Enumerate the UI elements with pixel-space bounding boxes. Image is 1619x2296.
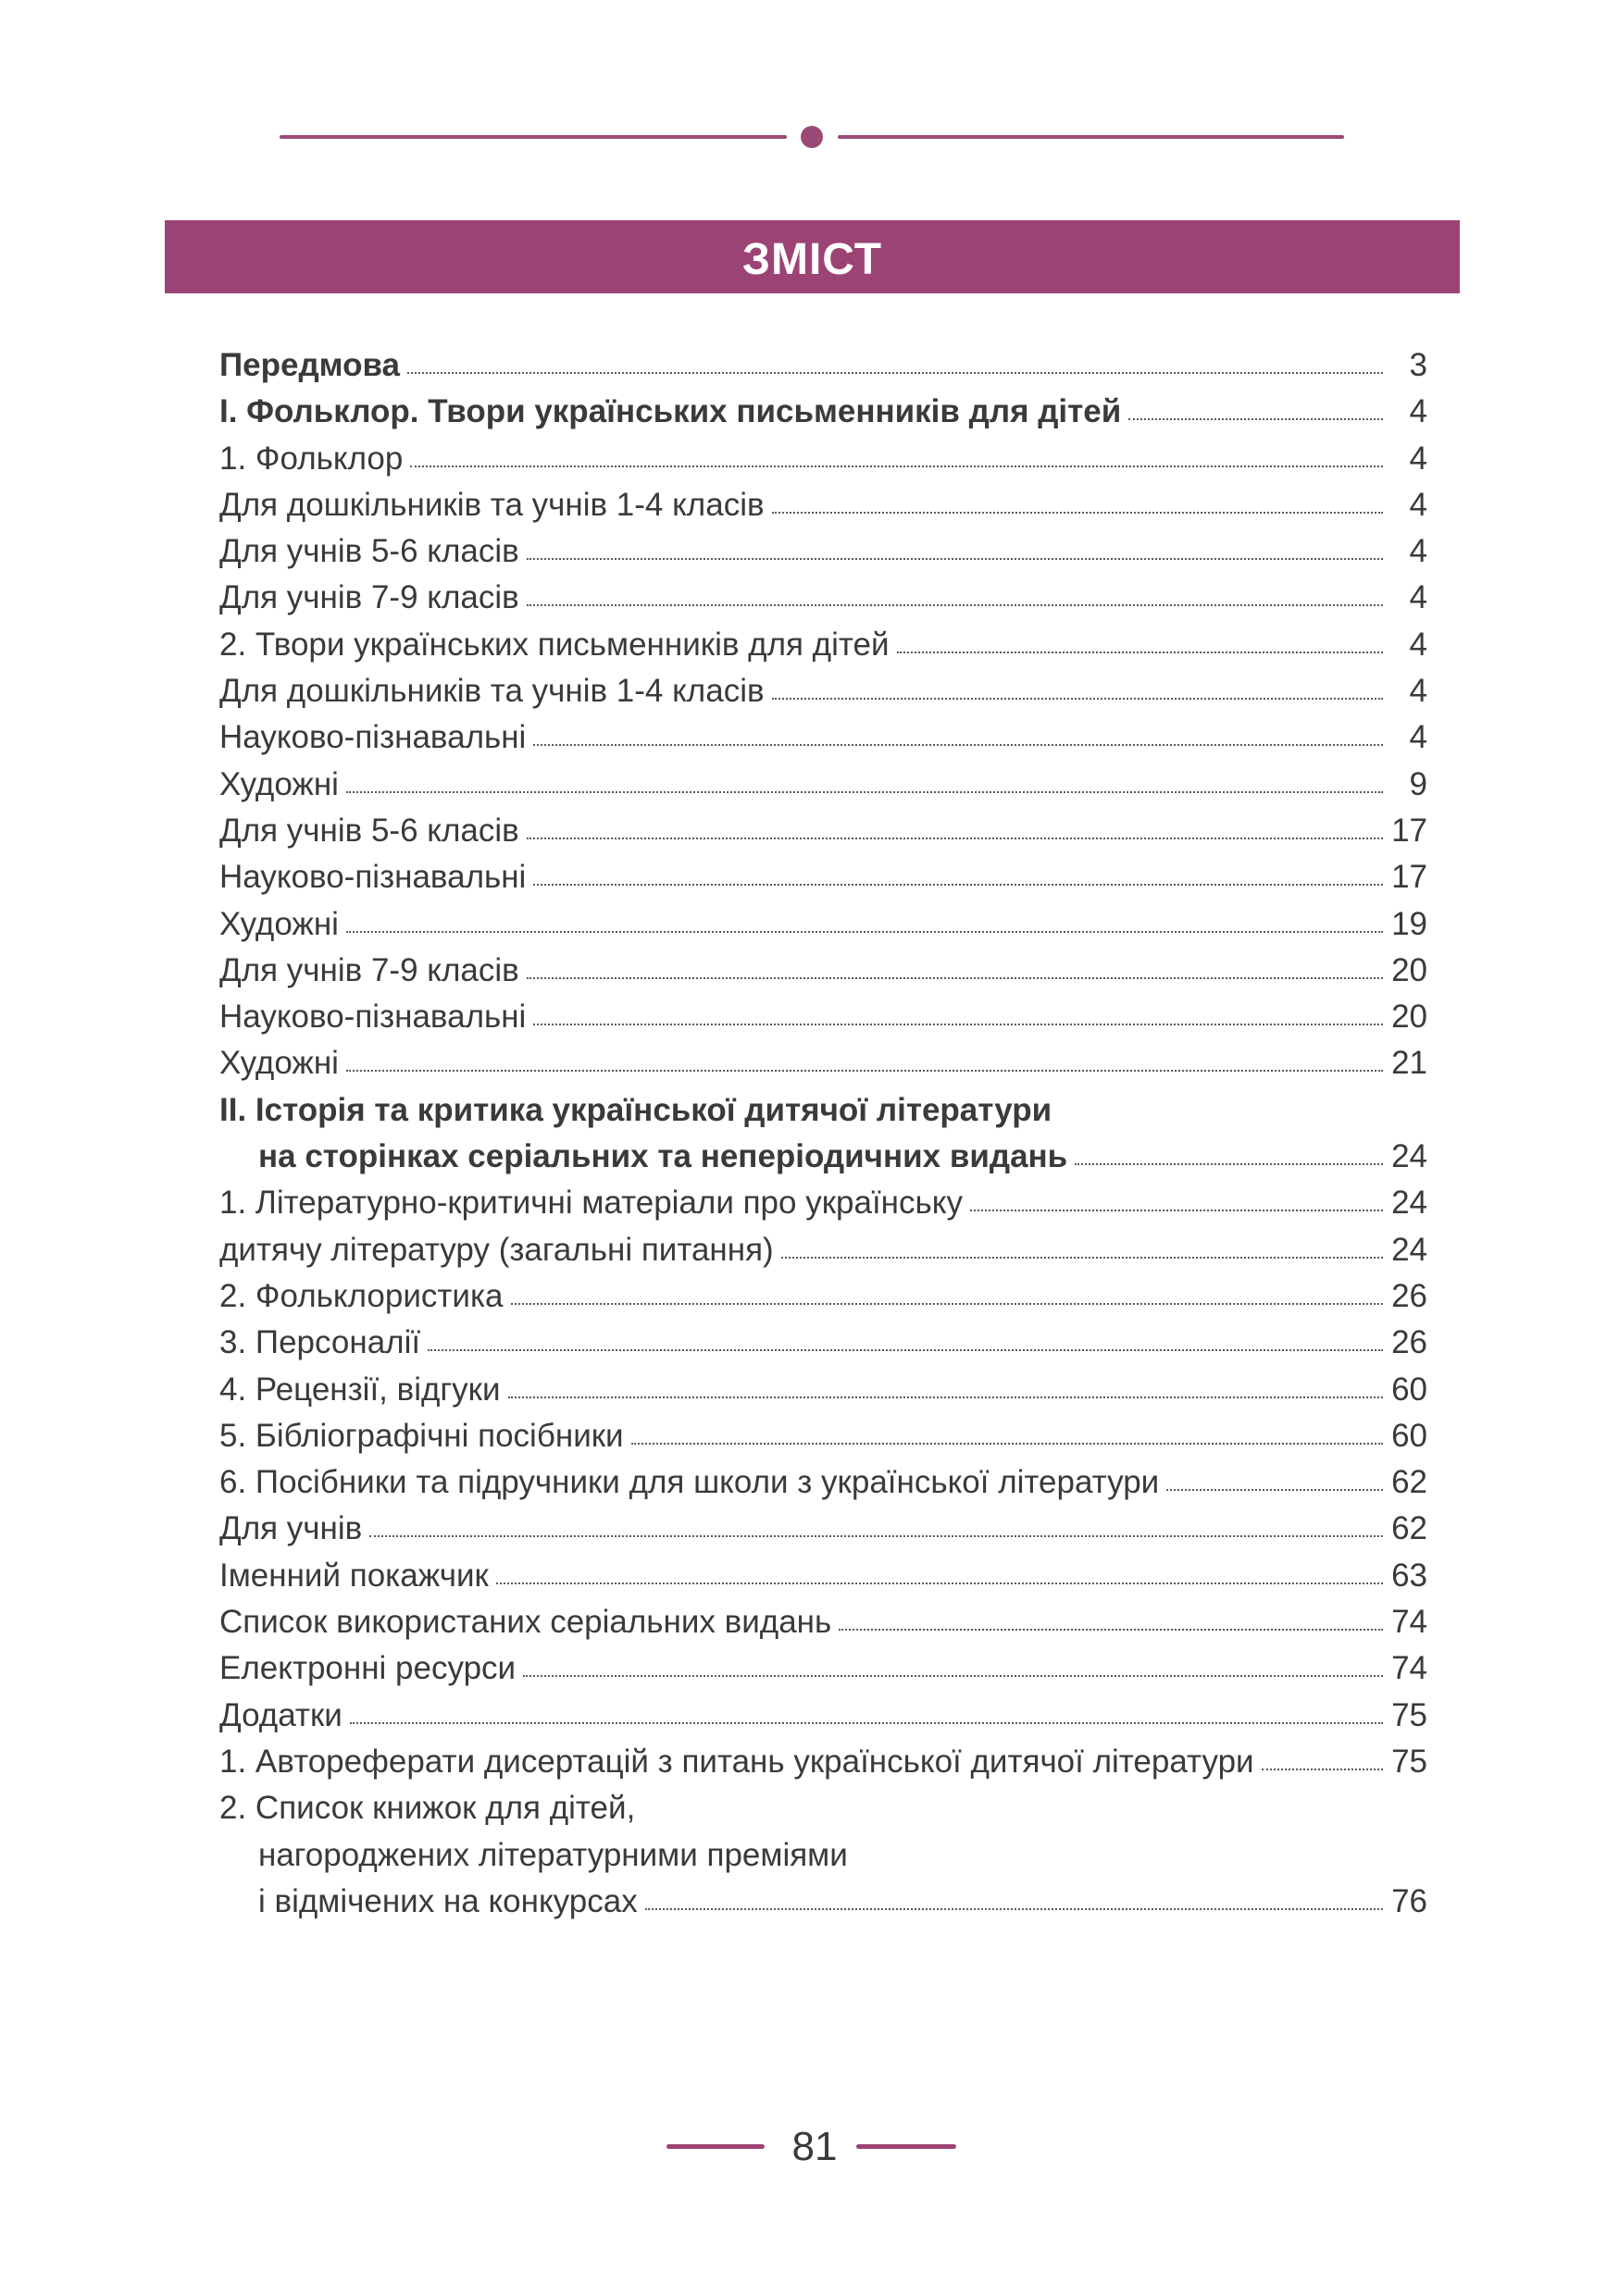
dot-leader (533, 882, 1383, 886)
toc-entry[interactable] (219, 854, 1427, 900)
toc-entry[interactable] (219, 1273, 1427, 1320)
toc-entry-page: 4 (1409, 579, 1427, 616)
toc-entry[interactable] (219, 668, 1427, 714)
toc-entry[interactable] (219, 714, 1427, 761)
toc-entry[interactable] (219, 1413, 1427, 1459)
contents-title: ЗМІСТ (165, 220, 1460, 293)
toc-entry-page: 4 (1409, 719, 1427, 756)
toc-entry[interactable] (219, 1459, 1427, 1506)
ornament-dot (801, 126, 823, 148)
dot-leader (772, 510, 1383, 514)
dot-leader (970, 1208, 1383, 1211)
toc-entry-label: 4. Рецензії, відгуки (219, 1371, 501, 1408)
dot-leader (1262, 1767, 1383, 1770)
toc-entry-page: 3 (1409, 347, 1427, 383)
toc-entry[interactable] (219, 1693, 1427, 1739)
toc-entry-page: 75 (1391, 1743, 1427, 1780)
dot-leader (527, 975, 1383, 979)
toc-entry-label: Художні (219, 905, 339, 942)
toc-entry[interactable] (219, 482, 1427, 528)
dot-leader (410, 464, 1383, 467)
toc-entry[interactable] (219, 528, 1427, 575)
top-ornament (280, 121, 1344, 153)
toc-entry-label: нагороджених літературними преміями (258, 1836, 848, 1873)
toc-entry-page: 74 (1391, 1650, 1427, 1687)
toc-entry[interactable] (219, 1087, 1427, 1134)
dot-leader (527, 602, 1383, 606)
toc-entry-page: 20 (1391, 951, 1427, 988)
toc-entry-label: Електронні ресурси (219, 1650, 517, 1687)
toc-entry[interactable] (219, 1739, 1427, 1785)
dot-leader (511, 1301, 1383, 1305)
dot-leader (428, 1347, 1383, 1351)
toc-entry-page: 75 (1391, 1696, 1427, 1733)
toc-entry[interactable] (219, 1879, 1427, 1925)
toc-entry[interactable] (219, 1553, 1427, 1599)
toc-entry[interactable] (219, 1227, 1427, 1273)
toc-entry-page: 24 (1391, 1231, 1427, 1268)
dot-leader (407, 370, 1383, 374)
dot-leader (527, 836, 1383, 839)
ornament-line-left (280, 135, 787, 139)
toc-entry-page: 4 (1409, 626, 1427, 663)
toc-entry[interactable] (219, 994, 1427, 1040)
toc-entry-page: 4 (1409, 440, 1427, 477)
toc-entry-label: Художні (219, 1045, 339, 1082)
toc-entry-page: 9 (1409, 765, 1427, 802)
page-footer (666, 2119, 963, 2175)
toc-entry[interactable] (219, 1134, 1427, 1180)
table-of-contents (219, 342, 1427, 1925)
dot-leader (1166, 1487, 1383, 1491)
toc-entry[interactable] (219, 1180, 1427, 1226)
toc-entry[interactable] (219, 389, 1427, 435)
toc-entry-page: 24 (1391, 1138, 1427, 1175)
toc-entry[interactable] (219, 436, 1427, 482)
toc-entry-label: на сторінках серіальних та неперіодичних видань (258, 1138, 1068, 1175)
toc-entry[interactable] (219, 1367, 1427, 1413)
toc-entry[interactable] (219, 1645, 1427, 1692)
toc-entry-page: 21 (1391, 1045, 1427, 1082)
toc-entry-page: 17 (1391, 859, 1427, 896)
toc-entry-page: 26 (1391, 1324, 1427, 1361)
toc-entry[interactable] (219, 342, 1427, 389)
dot-leader (1128, 416, 1383, 420)
toc-entry[interactable] (219, 1599, 1427, 1645)
dot-leader (350, 1720, 1383, 1724)
toc-entry[interactable] (219, 1040, 1427, 1086)
toc-entry[interactable] (219, 622, 1427, 668)
toc-entry-label: Додатки (219, 1696, 342, 1733)
dot-leader (527, 556, 1383, 560)
toc-entry-page: 62 (1391, 1464, 1427, 1501)
toc-entry-label: Для учнів 5-6 класів (219, 812, 519, 849)
toc-entry-label: Науково-пізнавальні (219, 719, 527, 756)
toc-entry-label: Передмова (219, 347, 401, 383)
toc-entry[interactable] (219, 1320, 1427, 1366)
footer-line-right (856, 2144, 956, 2149)
toc-entry[interactable] (219, 1506, 1427, 1552)
toc-entry-page: 19 (1391, 905, 1427, 942)
toc-entry-label: 2. Список книжок для дітей, (219, 1790, 636, 1827)
toc-entry-label: і відмічених на конкурсах (258, 1882, 638, 1919)
toc-entry-label: Для учнів 7-9 класів (219, 951, 519, 988)
toc-entry-label: Художні (219, 765, 339, 802)
page-number: 81 (791, 2124, 838, 2169)
toc-entry[interactable] (219, 901, 1427, 948)
toc-entry-page: 4 (1409, 673, 1427, 710)
dot-leader (508, 1395, 1383, 1398)
toc-entry-page: 4 (1409, 533, 1427, 570)
toc-entry-label: Для учнів 7-9 класів (219, 579, 519, 616)
ornament-line-right (838, 135, 1344, 139)
dot-leader (897, 650, 1383, 653)
toc-entry-label: Для дошкільників та учнів 1-4 класів (219, 673, 765, 710)
toc-entry-page: 26 (1391, 1277, 1427, 1314)
toc-entry[interactable] (219, 808, 1427, 854)
toc-entry-page: 20 (1391, 999, 1427, 1036)
toc-entry-label: Для учнів 5-6 класів (219, 533, 519, 570)
toc-entry-label: 1. Автореферати дисертацій з питань української дитячої літератури (219, 1743, 1254, 1780)
toc-entry-label: Для учнів (219, 1510, 363, 1547)
toc-entry-label: ІІ. Історія та критика української дитячої літератури (219, 1091, 1052, 1128)
toc-entry-label: 6. Посібники та підручники для школи з української літератури (219, 1464, 1160, 1501)
toc-entry-page: 4 (1409, 393, 1427, 430)
dot-leader (523, 1673, 1383, 1677)
toc-entry-label: 3. Персоналії (219, 1324, 421, 1361)
toc-entry-label: Науково-пізнавальні (219, 859, 527, 896)
toc-entry-label: 5. Бібліографічні посібники (219, 1417, 624, 1454)
dot-leader (533, 1022, 1383, 1025)
toc-entry-label: дитячу літературу (загальні питання) (219, 1231, 774, 1268)
toc-entry-page: 24 (1391, 1185, 1427, 1222)
toc-entry-label: 1. Літературно-критичні матеріали про українську (219, 1185, 963, 1222)
toc-entry-label: 2. Фольклористика (219, 1277, 504, 1314)
dot-leader (533, 742, 1383, 746)
dot-leader (1075, 1161, 1383, 1165)
dot-leader (631, 1441, 1383, 1445)
dot-leader (772, 696, 1383, 700)
toc-entry-label: І. Фольклор. Твори українських письменників для дітей (219, 393, 1122, 430)
toc-entry-page: 76 (1391, 1882, 1427, 1919)
toc-entry-label: Науково-пізнавальні (219, 999, 527, 1036)
dot-leader (496, 1581, 1383, 1584)
toc-entry-page: 17 (1391, 812, 1427, 849)
toc-entry-page: 4 (1409, 486, 1427, 523)
dot-leader (781, 1255, 1383, 1259)
toc-entry[interactable] (219, 575, 1427, 621)
toc-entry[interactable] (219, 1785, 1427, 1831)
toc-entry[interactable] (219, 1832, 1427, 1879)
toc-entry-page: 60 (1391, 1417, 1427, 1454)
toc-entry-label: Іменний покажчик (219, 1557, 489, 1594)
dot-leader (645, 1906, 1383, 1910)
dot-leader (369, 1533, 1383, 1537)
toc-entry-page: 62 (1391, 1510, 1427, 1547)
toc-entry-label: 2. Твори українських письменників для дітей (219, 626, 890, 663)
toc-entry-page: 74 (1391, 1604, 1427, 1641)
toc-entry-label: Для дошкільників та учнів 1-4 класів (219, 486, 765, 523)
toc-entry[interactable] (219, 948, 1427, 994)
toc-entry-label: Список використаних серіальних видань (219, 1604, 832, 1641)
toc-entry-label: 1. Фольклор (219, 440, 404, 477)
toc-entry-page: 60 (1391, 1371, 1427, 1408)
dot-leader (839, 1627, 1383, 1631)
dot-leader (346, 789, 1383, 793)
toc-entry-page: 63 (1391, 1557, 1427, 1594)
toc-entry[interactable] (219, 762, 1427, 808)
dot-leader (346, 929, 1383, 933)
dot-leader (346, 1068, 1383, 1072)
